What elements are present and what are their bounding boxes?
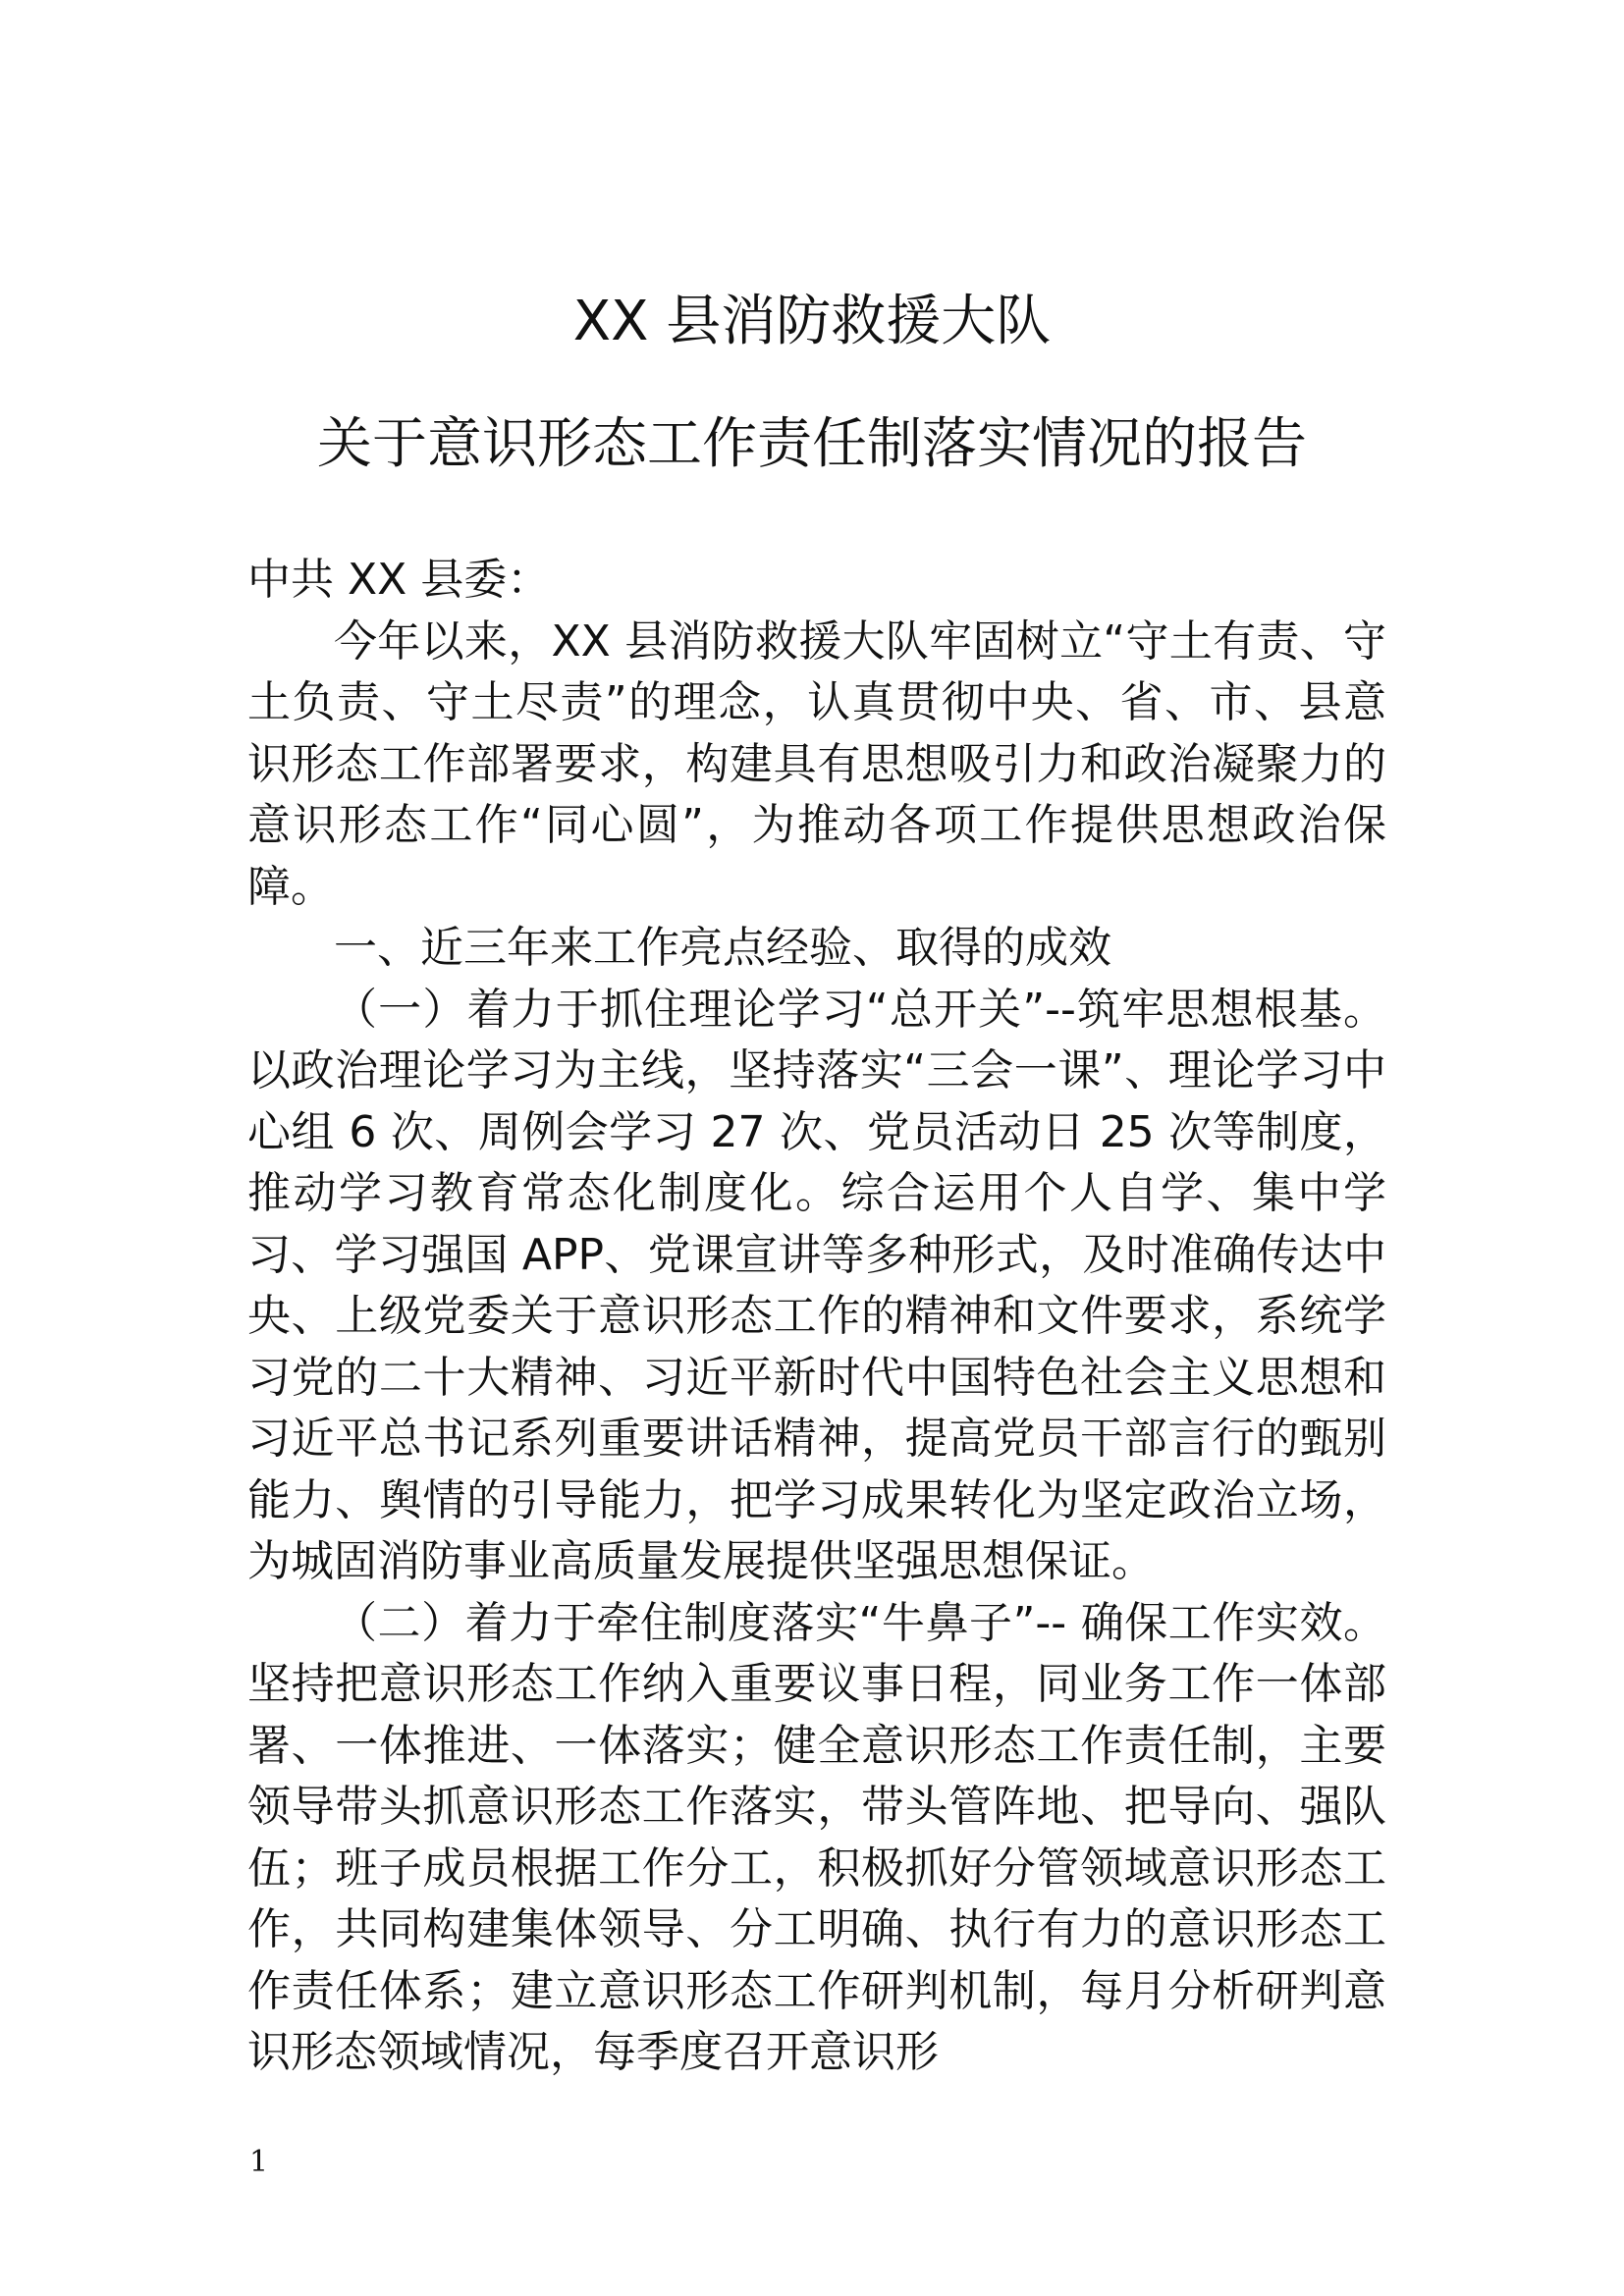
salutation: 中共 XX 县委：	[247, 555, 551, 605]
paragraph-intro: 今年以来，XX 县消防救援大队牢固树立“守土有责、守土负责、守土尽责”的理念，认真贯彻中央、省、市、县意识形态工作部署要求，构建具有思想吸引力和政治凝聚力的意识形态工作“同心圆”，为推动各项工作提供思想政治保障。	[247, 615, 1386, 912]
document-body	[247, 550, 1386, 2084]
page-number: 1	[249, 2145, 269, 2179]
title-line-1: XX 县消防救援大队	[572, 290, 1052, 353]
paragraph-subsection-2: （二）着力于牵住制度落实“牛鼻子”-- 确保工作实效。坚持把意识形态工作纳入重要议事日程，同业务工作一体部署、一体推进、一体落实；健全意识形态工作责任制，主要领导带头抓意识形态工作落实，带头管阵地、把导向、强队伍；班子成员根据工作分工，积极抓好分管领域意识形态工作，共同构建集体领导、分工明确、执行有力的意识形态工作责任体系；建立意识形态工作研判机制，每月分析研判意识形态领域情况，每季度召开意识形	[247, 1597, 1386, 2077]
paragraph-subsection-1: （一）着力于抓住理论学习“总开关”--筑牢思想根基。以政治理论学习为主线，坚持落实“三会一课”、理论学习中心组 6 次、周例会学习 27 次、党员活动日 25 次等制度，推动学习教育常态化制度化。综合运用个人自学、集中学习、学习强国 APP、党课宣讲等多种形式，及时准确传达中央、上级党委关于意识形态工作的精神和文件要求，系统学习党的二十大精神、习近平新时代中国特色社会主义思想和习近平总书记系列重要讲话精神，提高党员干部言行的甄别能力、舆情的引导能力，把学习成果转化为坚定政治立场，为城固消防事业高质量发展提供坚强思想保证。	[247, 984, 1386, 1586]
section-heading-1: 一、近三年来工作亮点经验、取得的成效	[334, 923, 1111, 973]
title-line-2: 关于意识形态工作责任制落实情况的报告	[317, 412, 1307, 476]
